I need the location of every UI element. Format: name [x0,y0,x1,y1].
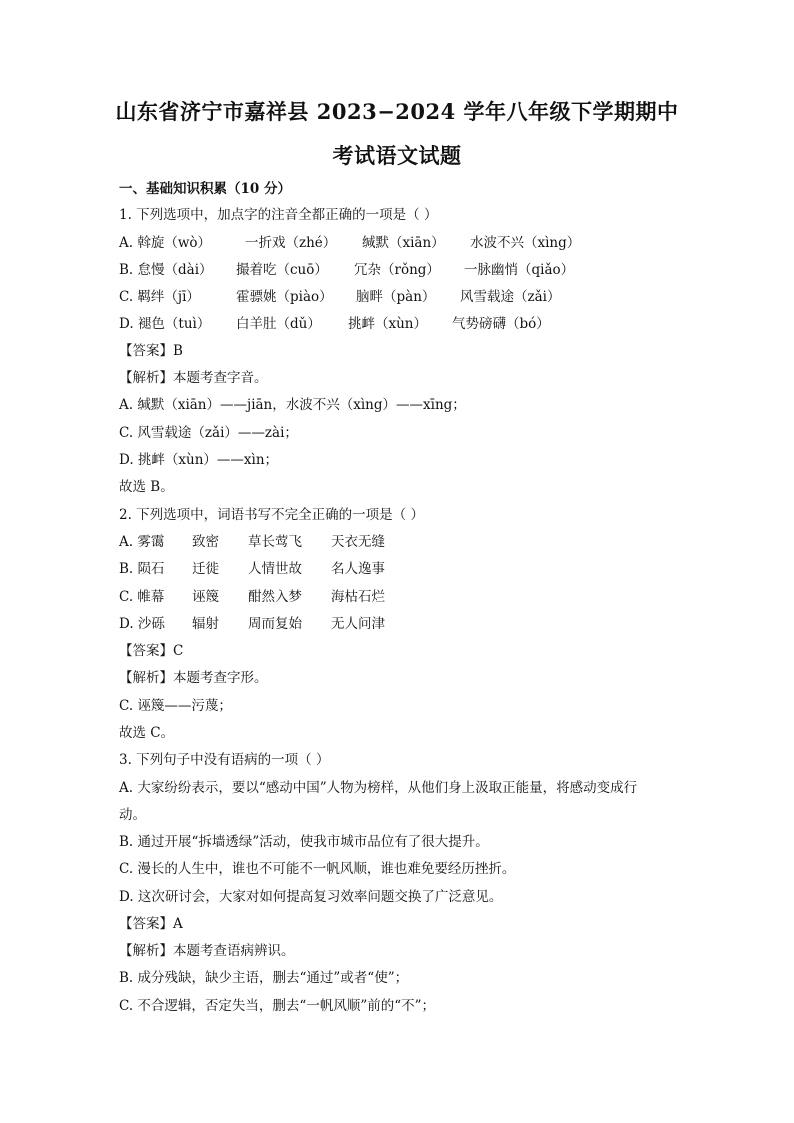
q2-analysis-line: C. 诬篾——污蔑； [119,698,232,714]
q1-analysis-line: C. 风雪载途（zǎi）——zài； [119,425,298,441]
q1-c-item: 风雪载途（zǎi） [460,289,561,305]
q3-analysis-line: B. 成分残缺，缺少主语，删去“通过”或者“使”； [119,970,409,986]
q2-c-item: C. 帷幕 [119,589,165,605]
q2-a-item: A. 雾霭 [119,534,165,550]
q2-d-item: 辐射 [192,616,219,632]
q1-a-item: 缄默（xiān） [362,235,445,251]
q1-c-item: 霍骠姚（piào） [236,289,333,305]
section-heading: 一、基础知识积累（10 分） [119,181,291,197]
q1-a-item: 水波不兴（xìng） [470,235,581,251]
q1-a-item: A. 斡旋（wò） [119,235,212,251]
q1-d-item: 挑衅（xùn） [348,316,428,332]
q2-b-item: 人情世故 [248,561,302,577]
q3-stem: 3. 下列句子中没有语病的一项（ ） [119,752,330,768]
q2-a-item: 天衣无缝 [331,534,385,550]
q2-a-item: 草长莺飞 [248,534,302,550]
document-title-line1: 山东省济宁市嘉祥县 2023−2024 学年八年级下学期期中 [115,99,679,124]
document-title-line2: 考试语文试题 [332,143,462,168]
q2-c-item: 海枯石烂 [331,589,385,605]
q1-b-item: 一脉幽悄（qiǎo） [464,262,575,278]
q3-option-d: D. 这次研讨会，大家对如何提高复习效率问题交换了广泛意见。 [119,889,503,905]
q3-analysis-line: C. 不合逻辑，否定失当，删去“一帆风顺”前的“不”； [119,998,436,1014]
q3-option-b: B. 通过开展“拆墙透绿”活动，使我市城市品位有了很大提升。 [119,834,489,850]
q2-c-item: 酣然入梦 [248,589,302,605]
q2-conclusion: 故选 C。 [119,725,175,741]
q3-option-c: C. 漫长的人生中，谁也不可能不一帆风顺，谁也难免要经历挫折。 [119,861,516,877]
q2-d-item: 周而复始 [248,616,302,632]
q1-c-item: 脑畔（pàn） [356,289,436,305]
q1-b-item: 撮着吃（cuō） [236,262,328,278]
q3-option-a-cont: 动。 [119,807,146,823]
q3-analysis: 【解析】本题考查语病辨识。 [119,943,295,959]
q2-c-item: 诬篾 [192,589,219,605]
q1-analysis-line: A. 缄默（xiān）——jiān，水波不兴（xìng）——xīng； [119,397,466,413]
q2-b-item: 迁徙 [192,561,219,577]
q1-d-item: 白羊肚（dǔ） [236,316,321,332]
q1-analysis: 【解析】本题考查字音。 [119,370,268,386]
q1-conclusion: 故选 B。 [119,479,174,495]
q1-stem: 1. 下列选项中，加点字的注音全都正确的一项是（ ） [119,207,438,223]
q2-b-item: B. 陨石 [119,561,165,577]
q2-answer: 【答案】C [119,643,184,659]
q1-b-item: B. 怠慢（dài） [119,262,213,278]
q3-answer: 【答案】A [119,916,183,932]
q2-analysis: 【解析】本题考查字形。 [119,670,268,686]
q1-a-item: 一折戏（zhé） [245,235,337,251]
q3-option-a: A. 大家纷纷表示，要以“感动中国”人物为榜样，从他们身上汲取正能量，将感动变成行 [119,780,638,796]
q1-analysis-line: D. 挑衅（xùn）——xìn； [119,452,279,468]
q2-stem: 2. 下列选项中，词语书写不完全正确的一项是（ ） [119,507,424,523]
q1-answer: 【答案】B [119,343,183,359]
q1-d-item: D. 褪色（tuì） [119,316,211,332]
q1-b-item: 冗杂（rǒng） [354,262,440,278]
q1-c-item: C. 羁绊（jī） [119,289,200,305]
q2-b-item: 名人逸事 [331,561,385,577]
q2-d-item: 无人问津 [331,616,385,632]
q1-d-item: 气势磅礴（bó） [452,316,550,332]
q2-d-item: D. 沙砾 [119,616,165,632]
q2-a-item: 致密 [192,534,219,550]
